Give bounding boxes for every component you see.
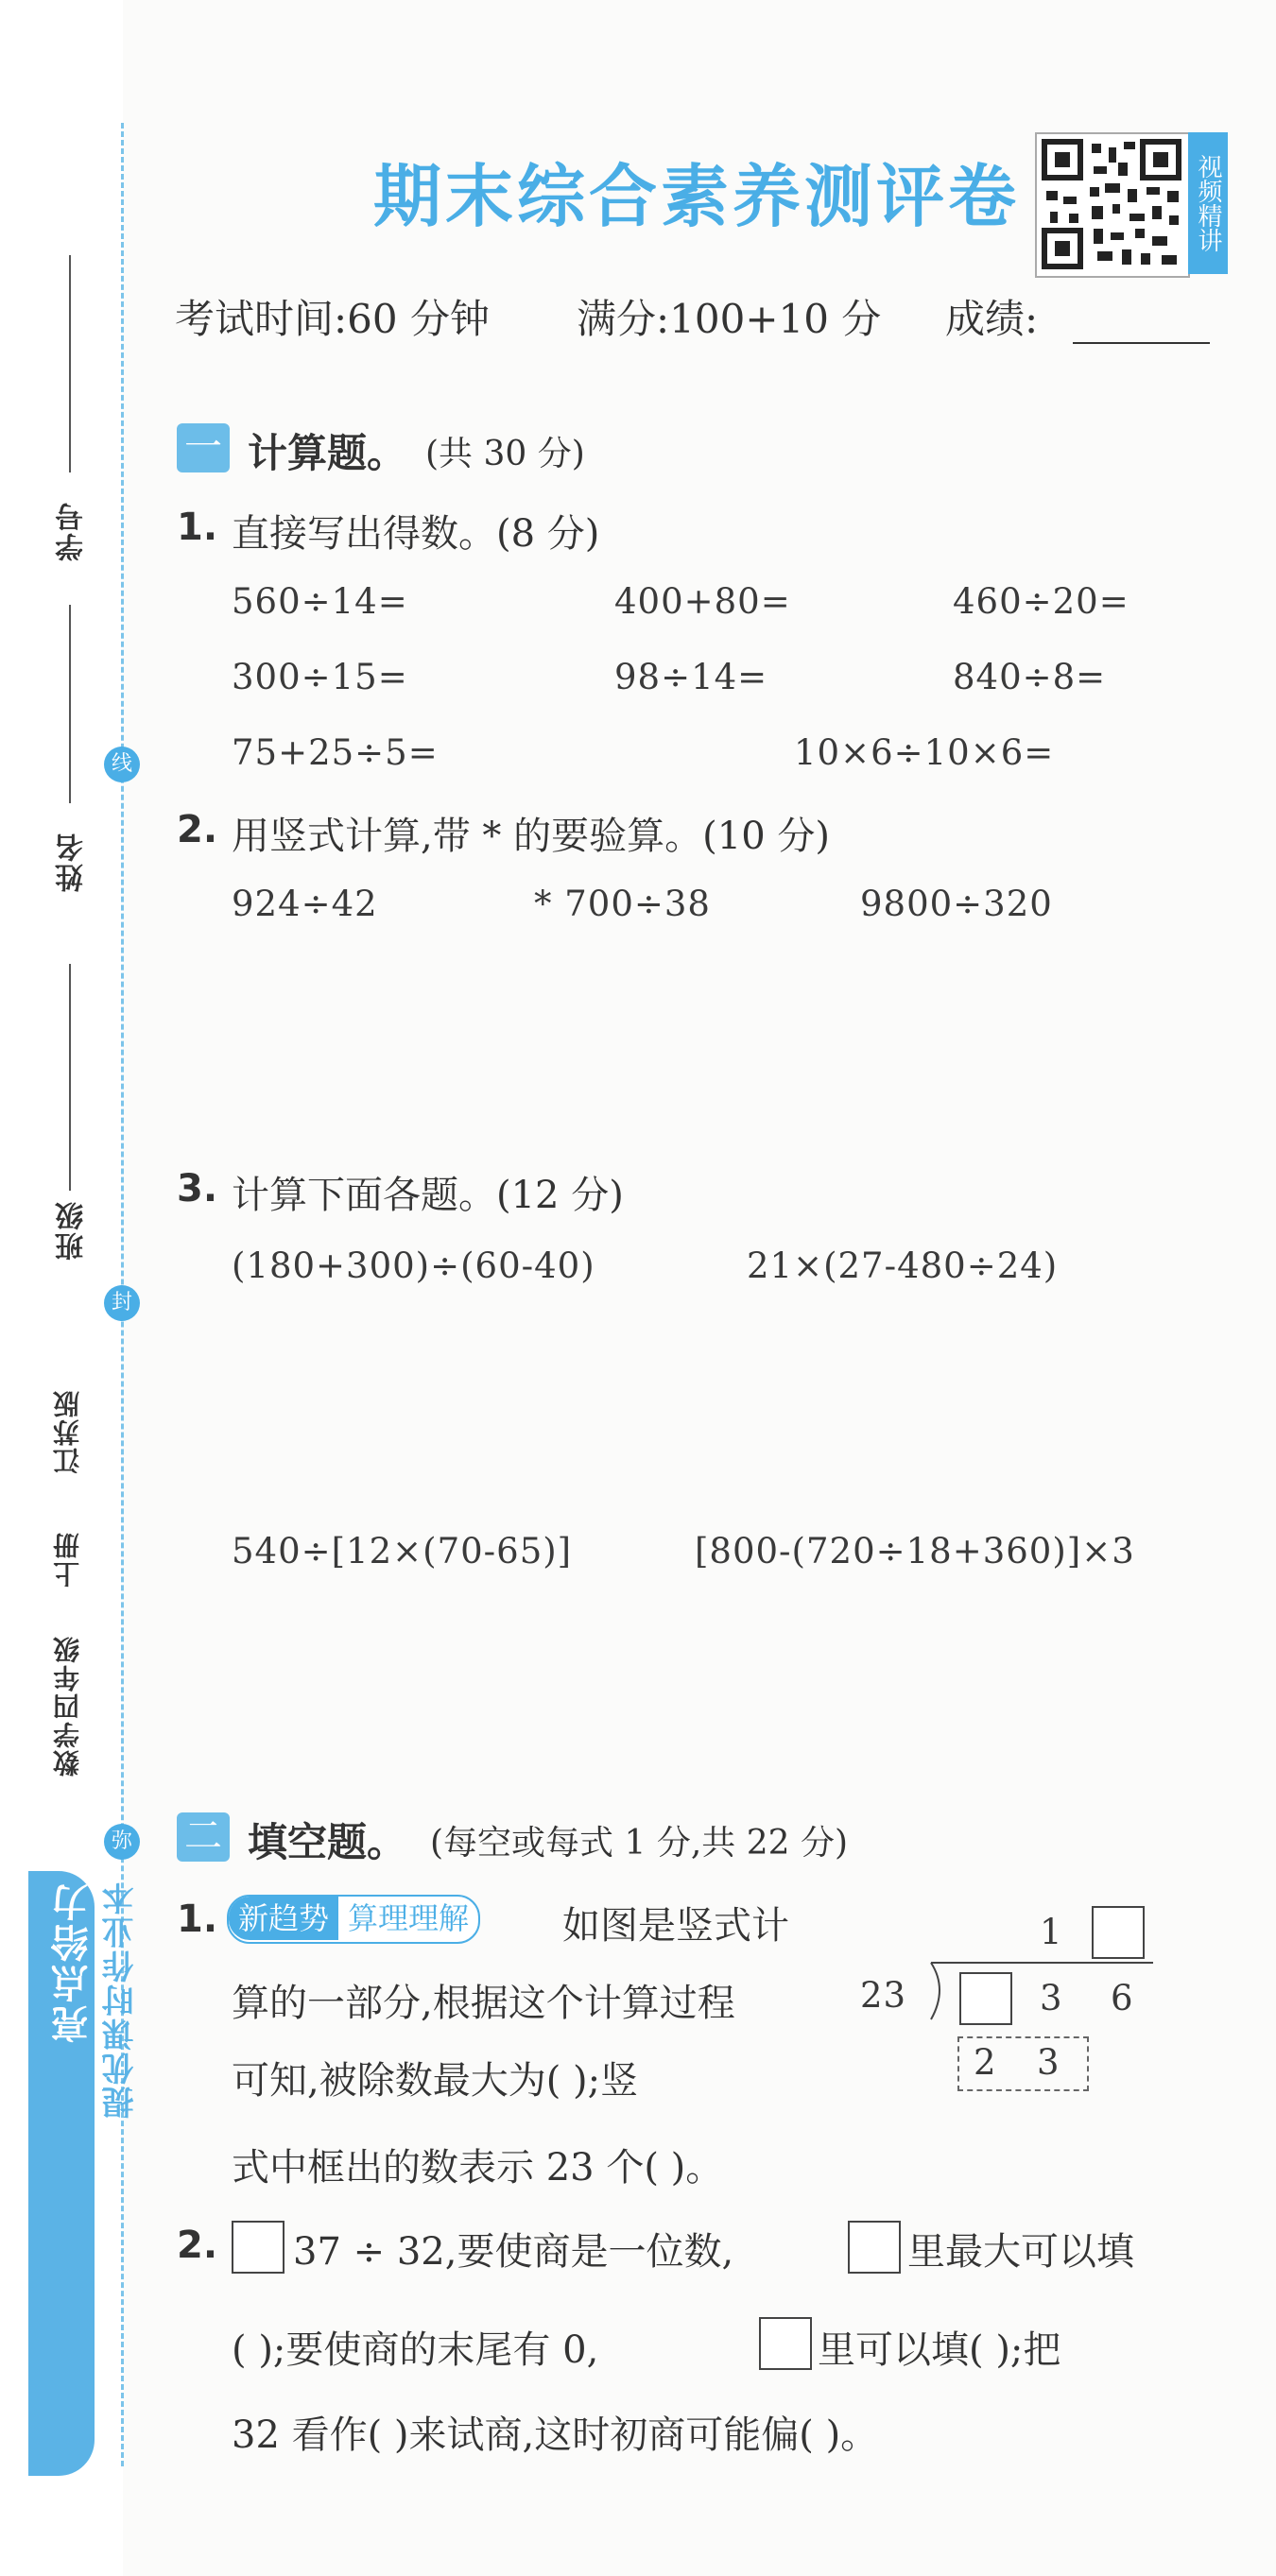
fill-q2-box-2[interactable]: [848, 2221, 901, 2274]
division-divisor: 23: [860, 1975, 907, 2016]
calc-item: 98÷14=: [614, 657, 768, 697]
vertical-calc-item: * 700÷38: [534, 884, 711, 924]
video-explain-tag: 视频精讲: [1188, 132, 1228, 274]
qr-code-icon: [1037, 134, 1188, 276]
calc-item: 10×6÷10×6=: [794, 732, 1055, 773]
fill-q1-line2: 算的一部分,根据这个计算过程: [232, 1982, 735, 2025]
fill-q1-line3: 可知,被除数最大为( );竖: [232, 2059, 639, 2103]
brand-logo: 亮点给力: [51, 1880, 95, 2043]
fill-q1-number: 1.: [177, 1898, 218, 1941]
qr-code[interactable]: [1035, 132, 1190, 278]
mixed-calc-item: 21×(27-480÷24): [747, 1245, 1059, 1286]
grade-label: 数学四年级: [52, 1635, 83, 1777]
q3-text: 计算下面各题。(12 分): [232, 1174, 624, 1217]
product-digit: 3: [1037, 2042, 1060, 2083]
fill-q2-line2a: ( );要使商的末尾有 0,: [232, 2328, 599, 2372]
fill-q2-box-1[interactable]: [232, 2221, 285, 2274]
mixed-calc-item: [800-(720÷18+360)]×3: [695, 1531, 1135, 1571]
section-2-note: (每空或每式 1 分,共 22 分): [430, 1824, 849, 1863]
q1-number: 1.: [177, 506, 218, 549]
calc-item: 840÷8=: [953, 657, 1107, 697]
full-marks: 满分:100+10 分: [577, 296, 882, 342]
trend-tag-new: 新趋势: [229, 1897, 338, 1940]
name-line: [69, 605, 71, 803]
student-no-label: 学号: [56, 501, 89, 561]
fill-q2-number: 2.: [177, 2224, 218, 2267]
circle-feng: 封: [104, 1285, 140, 1321]
division-quotient: 1: [1040, 1912, 1063, 1952]
q2-text: 用竖式计算,带 * 的要验算。(10 分): [232, 815, 830, 858]
section-1-badge: 一: [177, 423, 230, 472]
calc-item: 300÷15=: [232, 657, 408, 697]
long-division-figure: [855, 1895, 1167, 2093]
trend-tag-topic: 算理理解: [348, 1900, 470, 1936]
dividend-digit: 3: [1040, 1978, 1063, 2018]
vertical-calc-item: 924÷42: [232, 884, 378, 924]
calc-item: 75+25÷5=: [232, 732, 439, 773]
edition-label: 江苏版: [52, 1389, 83, 1474]
calc-item: 560÷14=: [232, 581, 408, 622]
score-blank[interactable]: [1073, 342, 1210, 344]
exam-time: 考试时间:60 分钟: [175, 296, 490, 342]
section-1-note: (共 30 分): [425, 435, 585, 473]
circle-mi: 弥: [104, 1824, 140, 1860]
mixed-calc-item: 540÷[12×(70-65)]: [232, 1531, 573, 1571]
mixed-calc-item: (180+300)÷(60-40): [232, 1245, 595, 1286]
trend-tag: [227, 1895, 480, 1944]
q3-number: 3.: [177, 1167, 218, 1211]
brand-subtitle: 提优课时作业本: [102, 1880, 140, 2119]
circle-xian: 线: [104, 747, 140, 782]
page-title: 期末综合素养测评卷: [373, 157, 1021, 236]
product-digit: 2: [974, 2042, 997, 2083]
fill-q2-line3: 32 看作( )来试商,这时初商可能偏( )。: [232, 2413, 879, 2457]
q1-text: 直接写出得数。(8 分): [232, 512, 600, 556]
section-2-title: 填空题。: [248, 1819, 407, 1865]
student-no-line: [69, 255, 71, 472]
fill-q2-line1b: 里最大可以填: [907, 2230, 1134, 2274]
quotient-blank-box[interactable]: [1092, 1906, 1145, 1959]
fill-q1-line1: 如图是竖式计: [562, 1904, 789, 1948]
class-label: 班级: [56, 1200, 89, 1261]
class-line: [69, 964, 71, 1191]
calc-item: 400+80=: [614, 581, 791, 622]
fill-q2-box-3[interactable]: [759, 2317, 812, 2370]
calc-item: 460÷20=: [953, 581, 1129, 622]
volume-label: 上册: [52, 1531, 83, 1588]
dividend-digit: 6: [1111, 1978, 1134, 2018]
name-label: 姓名: [56, 832, 89, 892]
score-label: 成绩:: [945, 296, 1039, 342]
dividend-blank-box[interactable]: [959, 1972, 1012, 2025]
fill-q2-line1: 37 ÷ 32,要使商是一位数,: [293, 2230, 734, 2274]
section-1-title: 计算题。: [248, 430, 407, 476]
fill-q2-line2b: 里可以填( );把: [818, 2328, 1061, 2372]
fill-q1-line4: 式中框出的数表示 23 个( )。: [232, 2146, 724, 2190]
section-2-badge: 二: [177, 1812, 230, 1862]
q2-number: 2.: [177, 808, 218, 851]
vertical-calc-item: 9800÷320: [860, 884, 1053, 924]
